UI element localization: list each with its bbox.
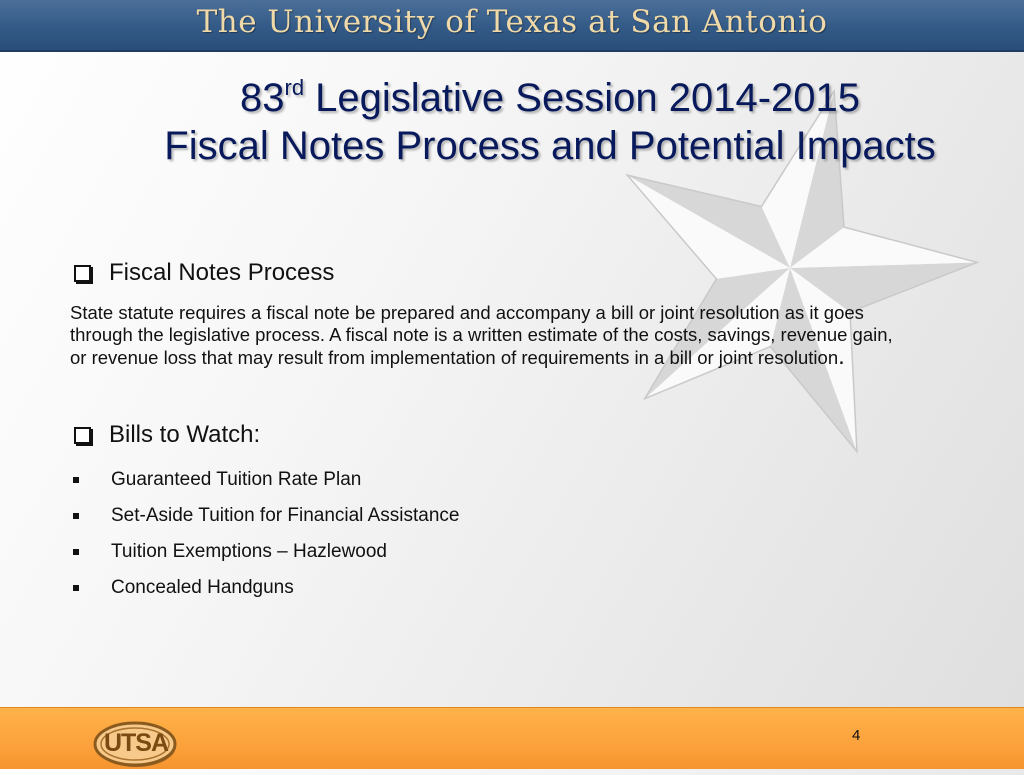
checkbox-bullet-icon	[74, 427, 91, 444]
bill-label: Concealed Handguns	[111, 577, 294, 598]
bill-label: Guaranteed Tuition Rate Plan	[111, 469, 362, 490]
bills-heading-text: Bills to Watch:	[109, 421, 261, 448]
session-superscript: rd	[284, 75, 305, 100]
slide-title	[60, 74, 1024, 170]
bills-list	[70, 462, 460, 606]
session-title: Legislative Session 2014-2015	[304, 76, 860, 120]
university-name: The University of Texas at San Antonio	[196, 4, 828, 40]
square-bullet-icon	[73, 513, 79, 519]
slide-title-line1	[60, 74, 1024, 122]
bills-heading	[74, 421, 260, 449]
bill-label: Tuition Exemptions – Hazlewood	[111, 541, 387, 562]
fiscal-note-period: .	[838, 343, 845, 370]
list-item	[70, 570, 460, 606]
square-bullet-icon	[73, 585, 79, 591]
fiscal-note-body: State statute requires a fiscal note be prepared and accompany a bill or joint resolution as it goes through the legislative process. A fiscal note is a written estimate of the costs, savings, revenue gain, or revenue loss that may result from implementation of requirements in a bill or joint resolution	[70, 302, 893, 368]
fiscal-note-description	[70, 302, 910, 369]
footer-band	[0, 707, 1024, 769]
list-item	[70, 462, 460, 498]
slide-title-line2: Fiscal Notes Process and Potential Impacts	[164, 124, 936, 168]
fiscal-notes-heading	[74, 259, 334, 287]
checkbox-bullet-icon	[74, 265, 91, 282]
header-band	[0, 0, 1024, 52]
list-item	[70, 534, 460, 570]
utsa-logo	[92, 718, 180, 770]
square-bullet-icon	[73, 477, 79, 483]
fiscal-notes-heading-text: Fiscal Notes Process	[109, 259, 335, 286]
session-number: 83	[240, 76, 285, 120]
list-item	[70, 498, 460, 534]
bill-label: Set-Aside Tuition for Financial Assistance	[111, 505, 460, 526]
utsa-logo-text: UTSA	[103, 729, 169, 757]
page-number: 4	[852, 727, 861, 744]
square-bullet-icon	[73, 549, 79, 555]
